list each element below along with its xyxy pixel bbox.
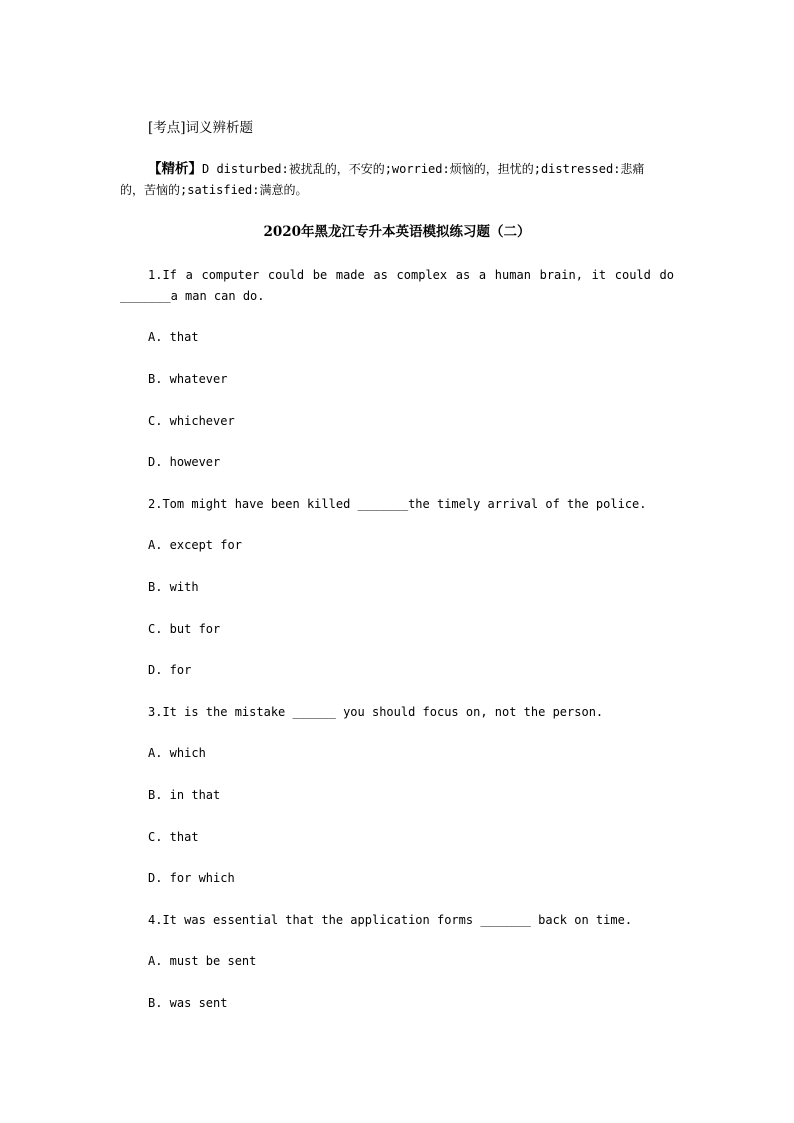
question-3-option-a: A. which	[148, 746, 206, 760]
question-2-stem: 2.Tom might have been killed _______the timely arrival of the police.	[148, 497, 647, 511]
question-2-option-d: D. for	[148, 663, 192, 677]
question-3-option-c: C. that	[148, 830, 199, 844]
question-2-option-b: B. with	[148, 580, 199, 594]
question-1-option-a: A. that	[148, 330, 199, 344]
question-1-stem-line-2: _______a man can do.	[120, 289, 265, 303]
question-3-stem: 3.It is the mistake ______ you should focus on, not the person.	[148, 705, 604, 719]
analysis-text-line-1: D disturbed:被扰乱的，不安的;worried:烦恼的，担忧的;distressed:悲痛	[202, 162, 645, 176]
analysis-line-1	[148, 159, 674, 180]
question-2-option-a: A. except for	[148, 538, 242, 552]
question-4-option-a: A. must be sent	[148, 954, 257, 968]
question-4-stem: 4.It was essential that the application forms _______ back on time.	[148, 913, 633, 927]
question-4-option-b: B. was sent	[148, 996, 228, 1010]
question-1-option-c: C. whichever	[148, 414, 235, 428]
section-heading: 2020年黑龙江专升本英语模拟练习题（二）	[263, 224, 531, 240]
analysis-bracket-label: 【精析】	[148, 161, 202, 177]
analysis-line-2: 的，苦恼的;satisfied:满意的。	[120, 183, 308, 197]
question-3-option-d: D. for which	[148, 871, 235, 885]
question-1-option-b: B. whatever	[148, 372, 228, 386]
question-1-option-d: D. however	[148, 455, 221, 469]
question-2-option-c: C. but for	[148, 622, 221, 636]
question-3-option-b: B. in that	[148, 788, 221, 802]
question-1-stem-line-1: 1.If a computer could be made as complex as a human brain, it could do	[148, 268, 674, 282]
exam-point-label: [考点]词义辨析题	[148, 120, 254, 136]
